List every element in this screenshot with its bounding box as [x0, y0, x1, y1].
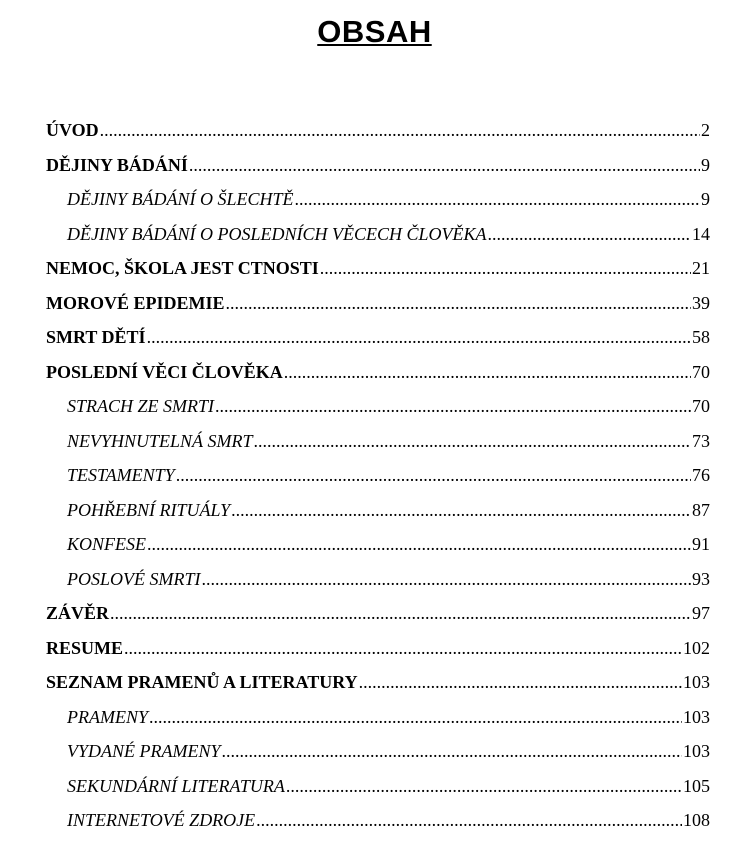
dot-leader	[202, 562, 692, 597]
dot-leader	[359, 665, 682, 700]
dot-leader	[110, 596, 691, 631]
toc-section-entry[interactable]	[46, 562, 710, 597]
toc-entry-page-number: 39	[692, 292, 710, 313]
toc-section-entry[interactable]	[46, 700, 710, 735]
toc-chapter-entry[interactable]	[46, 251, 710, 286]
toc-section-entry[interactable]	[46, 734, 710, 769]
toc-section-entry[interactable]	[46, 217, 710, 252]
toc-entry-page-number: 103	[683, 672, 710, 692]
toc-entry-label: NEVYHNUTELNÁ SMRT	[67, 430, 253, 451]
toc-entry-label: MOROVÉ EPIDEMIE	[46, 292, 225, 313]
toc-entry-label: SMRT DĚTÍ	[46, 327, 146, 347]
toc-chapter-entry[interactable]	[46, 596, 710, 631]
toc-entry-label: DĚJINY BÁDÁNÍ O POSLEDNÍCH VĚCECH ČLOVĚKA	[67, 223, 487, 244]
toc-chapter-entry[interactable]	[46, 631, 710, 666]
dot-leader	[124, 631, 682, 666]
toc-entry-page-number: 87	[692, 499, 710, 520]
dot-leader	[231, 493, 691, 528]
toc-entry-label: POSLEDNÍ VĚCI ČLOVĚKA	[46, 361, 283, 382]
dot-leader	[100, 113, 700, 148]
toc-entry-page-number: 97	[692, 603, 710, 623]
toc-entry-page-number: 103	[683, 741, 710, 761]
toc-entry-page-number: 21	[692, 258, 710, 278]
toc-chapter-entry[interactable]	[46, 286, 710, 321]
toc-section-entry[interactable]	[46, 182, 710, 217]
toc-entry-page-number: 103	[683, 706, 710, 727]
table-of-contents	[46, 113, 710, 838]
dot-leader	[147, 320, 691, 355]
dot-leader	[215, 389, 691, 424]
toc-entry-page-number: 70	[692, 396, 710, 416]
toc-section-entry[interactable]	[46, 389, 710, 424]
toc-section-entry[interactable]	[46, 527, 710, 562]
toc-entry-page-number: 93	[692, 568, 710, 589]
toc-entry-label: SEKUNDÁRNÍ LITERATURA	[67, 775, 285, 796]
toc-section-entry[interactable]	[46, 493, 710, 528]
toc-entry-page-number: 105	[683, 775, 710, 796]
dot-leader	[222, 734, 683, 769]
toc-entry-label: KONFESE	[67, 534, 146, 554]
toc-chapter-entry[interactable]	[46, 113, 710, 148]
dot-leader	[149, 700, 682, 735]
toc-entry-label: DĚJINY BÁDÁNÍ	[46, 154, 188, 175]
page-title: OBSAH	[317, 14, 432, 49]
toc-entry-page-number: 102	[683, 637, 710, 658]
toc-section-entry[interactable]	[46, 769, 710, 804]
toc-entry-page-number: 14	[692, 223, 710, 244]
toc-entry-page-number: 2	[701, 120, 710, 140]
dot-leader	[254, 424, 691, 459]
dot-leader	[226, 286, 691, 321]
toc-entry-label: NEMOC, ŠKOLA JEST CTNOSTI	[46, 258, 319, 278]
dot-leader	[487, 217, 691, 252]
dot-leader	[189, 148, 700, 183]
dot-leader	[147, 527, 691, 562]
toc-entry-page-number: 70	[692, 361, 710, 382]
toc-chapter-entry[interactable]	[46, 320, 710, 355]
dot-leader	[176, 458, 691, 493]
toc-entry-label: DĚJINY BÁDÁNÍ O ŠLECHTĚ	[67, 189, 294, 209]
toc-chapter-entry[interactable]	[46, 355, 710, 390]
toc-section-entry[interactable]	[46, 424, 710, 459]
toc-entry-page-number: 76	[692, 465, 710, 485]
dot-leader	[295, 182, 701, 217]
dot-leader	[256, 803, 682, 838]
toc-entry-label: INTERNETOVÉ ZDROJE	[67, 810, 256, 830]
dot-leader	[284, 355, 691, 390]
toc-entry-label: POSLOVÉ SMRTI	[67, 568, 201, 589]
toc-section-entry[interactable]	[46, 803, 710, 838]
toc-entry-label: STRACH ZE SMRTI	[67, 396, 215, 416]
dot-leader	[286, 769, 682, 804]
toc-entry-label: RESUME	[46, 637, 124, 658]
toc-section-entry[interactable]	[46, 458, 710, 493]
toc-entry-label: TESTAMENTY	[67, 465, 175, 485]
dot-leader	[320, 251, 691, 286]
toc-entry-page-number: 73	[692, 430, 710, 451]
toc-entry-page-number: 91	[692, 534, 710, 554]
toc-entry-label: SEZNAM PRAMENŮ A LITERATURY	[46, 672, 358, 692]
toc-chapter-entry[interactable]	[46, 148, 710, 183]
toc-entry-label: POHŘEBNÍ RITUÁLY	[67, 499, 231, 520]
toc-chapter-entry[interactable]	[46, 665, 710, 700]
toc-entry-page-number: 108	[683, 810, 710, 830]
toc-entry-label: ÚVOD	[46, 120, 99, 140]
toc-entry-page-number: 9	[701, 189, 710, 209]
toc-entry-page-number: 58	[692, 327, 710, 347]
toc-entry-label: PRAMENY	[67, 706, 148, 727]
toc-entry-label: VYDANÉ PRAMENY	[67, 741, 221, 761]
toc-entry-page-number: 9	[701, 154, 710, 175]
toc-entry-label: ZÁVĚR	[46, 603, 110, 623]
